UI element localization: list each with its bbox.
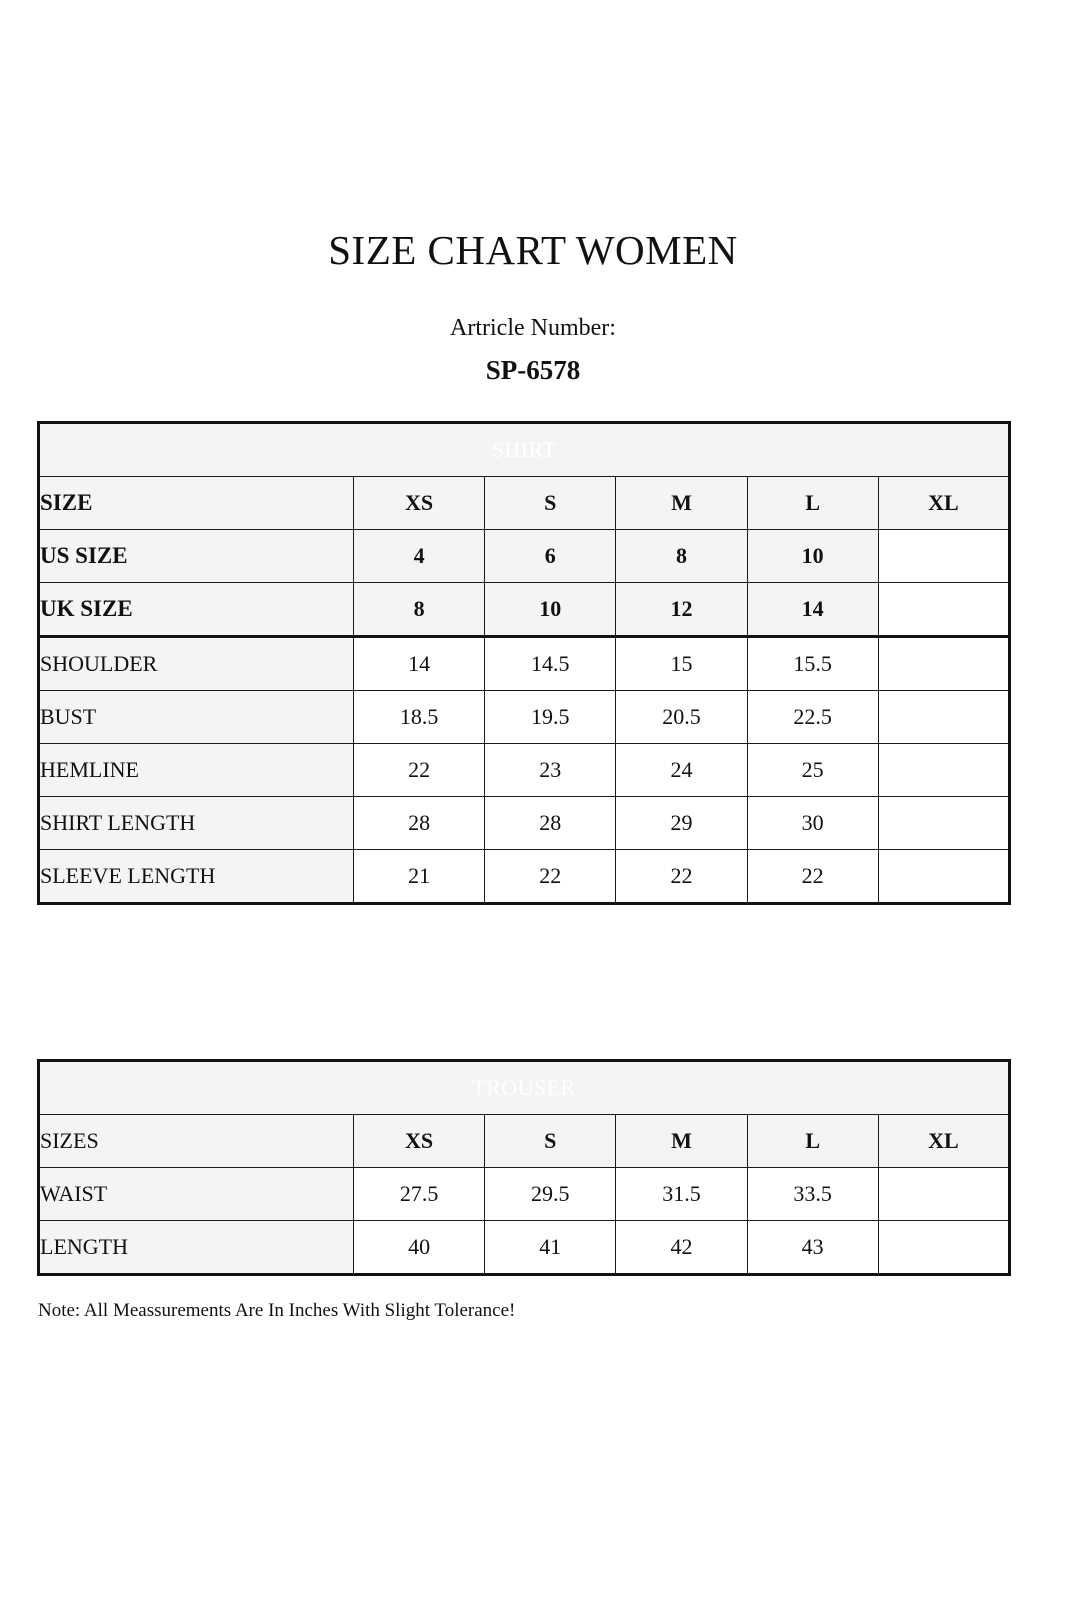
- shirt-cell: 28: [485, 797, 616, 850]
- shirt-cell: 24: [616, 744, 747, 797]
- shirt-size-header-row: [39, 477, 1010, 530]
- table-row: [39, 1168, 1010, 1221]
- shirt-cell: 10: [747, 530, 878, 583]
- trouser-band-title: TROUSER: [39, 1061, 1010, 1115]
- shirt-cell: 19.5: [485, 691, 616, 744]
- shirt-cell: 29: [616, 797, 747, 850]
- shirt-cell: 6: [485, 530, 616, 583]
- article-number-value: SP-6578: [485, 354, 581, 385]
- shirt-cell: 22: [616, 850, 747, 904]
- shirt-row-label: SLEEVE LENGTH: [39, 850, 354, 904]
- title-block: [0, 0, 1066, 386]
- shirt-cell: 22: [485, 850, 616, 904]
- table-row: [39, 744, 1010, 797]
- shirt-cell: [878, 744, 1009, 797]
- shirt-size-header-m: M: [616, 477, 747, 530]
- shirt-size-header-xs: XS: [354, 477, 485, 530]
- shirt-row-label: UK SIZE: [39, 583, 354, 637]
- shirt-cell: [878, 850, 1009, 904]
- shirt-cell: [878, 797, 1009, 850]
- article-number-label: Artricle Number:: [450, 315, 616, 342]
- trouser-cell: 40: [354, 1221, 485, 1275]
- shirt-cell: 4: [354, 530, 485, 583]
- trouser-cell: 42: [616, 1221, 747, 1275]
- trouser-cell: 27.5: [354, 1168, 485, 1221]
- trouser-cell: 41: [485, 1221, 616, 1275]
- page-title: SIZE CHART WOMEN: [328, 227, 738, 273]
- trouser-size-table-container: [37, 1059, 1008, 1276]
- shirt-size-table-container: [37, 421, 1008, 905]
- trouser-cell: 33.5: [747, 1168, 878, 1221]
- shirt-cell: [878, 637, 1009, 691]
- trouser-row-label: WAIST: [39, 1168, 354, 1221]
- table-row: [39, 691, 1010, 744]
- shirt-cell: 30: [747, 797, 878, 850]
- shirt-cell: 10: [485, 583, 616, 637]
- shirt-size-header-l: L: [747, 477, 878, 530]
- shirt-cell: 22.5: [747, 691, 878, 744]
- shirt-cell: 14.5: [485, 637, 616, 691]
- table-row: [39, 637, 1010, 691]
- trouser-size-table: [37, 1059, 1011, 1276]
- trouser-cell: 31.5: [616, 1168, 747, 1221]
- shirt-cell: 14: [747, 583, 878, 637]
- shirt-cell: 15.5: [747, 637, 878, 691]
- shirt-size-header-s: S: [485, 477, 616, 530]
- trouser-size-header-m: M: [616, 1115, 747, 1168]
- shirt-row-label: SHOULDER: [39, 637, 354, 691]
- table-row: [39, 583, 1010, 637]
- shirt-cell: 23: [485, 744, 616, 797]
- trouser-size-header-label: SIZES: [39, 1115, 354, 1168]
- trouser-band-row: [39, 1061, 1010, 1115]
- measurement-note: Note: All Meassurements Are In Inches With Slight Tolerance!: [38, 1300, 516, 1321]
- shirt-cell: 28: [354, 797, 485, 850]
- trouser-cell: 29.5: [485, 1168, 616, 1221]
- shirt-cell: 8: [354, 583, 485, 637]
- trouser-size-header-xs: XS: [354, 1115, 485, 1168]
- shirt-cell: [878, 691, 1009, 744]
- shirt-cell: 20.5: [616, 691, 747, 744]
- shirt-row-label: HEMLINE: [39, 744, 354, 797]
- shirt-cell: [878, 530, 1009, 583]
- trouser-size-header-l: L: [747, 1115, 878, 1168]
- shirt-cell: 22: [354, 744, 485, 797]
- trouser-size-header-s: S: [485, 1115, 616, 1168]
- shirt-size-header-xl: XL: [878, 477, 1009, 530]
- shirt-cell: 15: [616, 637, 747, 691]
- shirt-cell: 12: [616, 583, 747, 637]
- shirt-cell: 22: [747, 850, 878, 904]
- trouser-size-header-row: [39, 1115, 1010, 1168]
- shirt-cell: [878, 583, 1009, 637]
- shirt-band-row: [39, 423, 1010, 477]
- shirt-cell: 18.5: [354, 691, 485, 744]
- trouser-size-header-xl: XL: [878, 1115, 1009, 1168]
- shirt-row-label: US SIZE: [39, 530, 354, 583]
- trouser-cell: 43: [747, 1221, 878, 1275]
- table-row: [39, 797, 1010, 850]
- table-row: [39, 850, 1010, 904]
- shirt-row-label: BUST: [39, 691, 354, 744]
- shirt-cell: 21: [354, 850, 485, 904]
- shirt-cell: 25: [747, 744, 878, 797]
- trouser-cell: [878, 1221, 1009, 1275]
- trouser-cell: [878, 1168, 1009, 1221]
- shirt-cell: 14: [354, 637, 485, 691]
- shirt-cell: 8: [616, 530, 747, 583]
- table-row: [39, 530, 1010, 583]
- table-row: [39, 1221, 1010, 1275]
- shirt-row-label: SHIRT LENGTH: [39, 797, 354, 850]
- trouser-row-label: LENGTH: [39, 1221, 354, 1275]
- shirt-size-header-label: SIZE: [39, 477, 354, 530]
- shirt-band-title: SHIRT: [39, 423, 1010, 477]
- shirt-size-table: [37, 421, 1011, 905]
